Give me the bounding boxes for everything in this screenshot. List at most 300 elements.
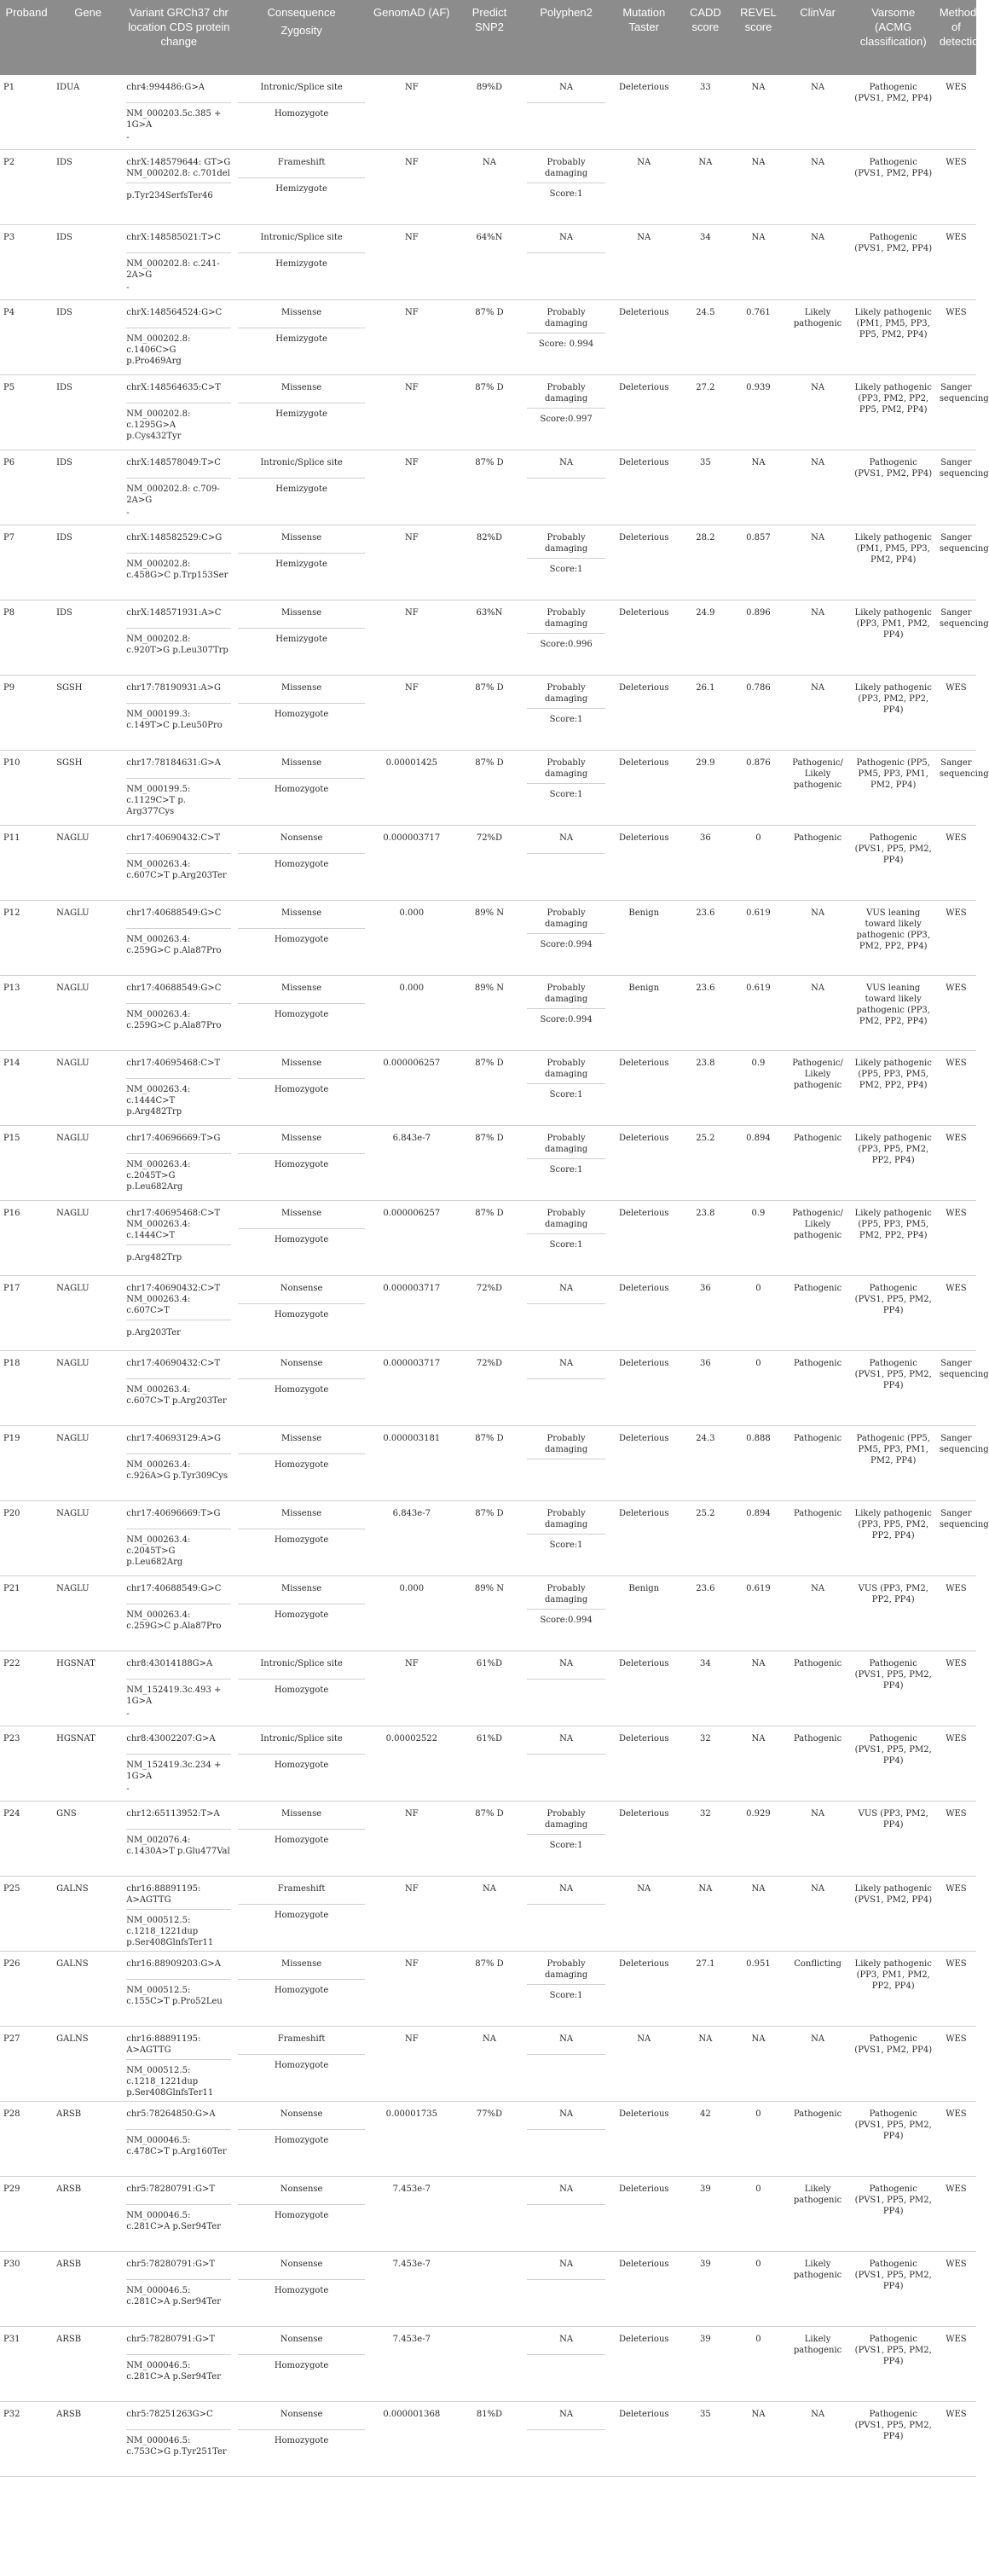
- cell-consequence: [234, 1877, 367, 1952]
- cell-predict-snp2: NA: [455, 2027, 523, 2102]
- polyphen-score: [527, 2055, 605, 2060]
- cell-proband: P6: [0, 450, 53, 525]
- zygosity-value: Hemizygote: [275, 560, 327, 569]
- cell-genomad: 0.000003717: [368, 1276, 455, 1351]
- cell-predict-snp2: 89% N: [455, 976, 523, 1051]
- table-row: [0, 450, 976, 525]
- cell-clinvar: Likely pathogenic: [785, 300, 851, 375]
- cell-variant: [123, 150, 234, 225]
- cell-clinvar: NA: [785, 1576, 851, 1651]
- cell-clinvar: NA: [785, 375, 851, 450]
- variant-protein: [126, 1482, 231, 1483]
- consequence-value: Missense: [238, 1952, 364, 1980]
- cell-genomad: 7.453e-7: [368, 2327, 455, 2402]
- cell-predict-snp2: 61%D: [455, 1651, 523, 1726]
- cell-mutation-taster: Deleterious: [609, 2327, 679, 2402]
- polyphen-class: NA: [527, 2252, 605, 2280]
- header-varsome: Varsome (ACMG classification): [851, 0, 936, 75]
- polyphen-class: Probably damaging: [527, 150, 605, 183]
- cell-polyphen2: [523, 1276, 609, 1351]
- cell-mutation-taster: Deleterious: [609, 1801, 679, 1877]
- table-row: [0, 901, 976, 976]
- cell-varsome: Pathogenic (PVS1, PM2, PP4): [851, 2027, 936, 2102]
- cell-consequence: [234, 2027, 367, 2102]
- cell-proband: P18: [0, 1351, 53, 1426]
- consequence-value: Missense: [238, 1576, 364, 1604]
- cell-mutation-taster: Deleterious: [609, 1276, 679, 1351]
- cell-clinvar: NA: [785, 225, 851, 300]
- cell-gene: NAGLU: [53, 976, 123, 1051]
- variant-cds: NM_152419.3c.493 + 1G>A: [126, 1685, 222, 1706]
- variant-protein: -: [126, 508, 130, 518]
- cell-genomad: NF: [368, 525, 455, 600]
- polyphen-score: [527, 2430, 605, 2435]
- cell-genomad: NF: [368, 450, 455, 525]
- variant-genomic: chr17:40693129:A>G: [126, 1426, 231, 1454]
- cell-clinvar: Pathogenic: [785, 826, 851, 901]
- zygosity-value: Homozygote: [274, 1911, 329, 1920]
- cell-revel: NA: [732, 2402, 784, 2477]
- cell-gene: NAGLU: [53, 1576, 123, 1651]
- zygosity-value: Homozygote: [274, 1385, 329, 1395]
- cell-genomad: 0.00001425: [368, 751, 455, 826]
- cell-clinvar: Pathogenic: [785, 1651, 851, 1726]
- cell-predict-snp2: 77%D: [455, 2102, 523, 2177]
- header-proband: Proband: [0, 0, 53, 75]
- cell-revel: 0.876: [732, 751, 784, 826]
- polyphen-score: [527, 1680, 605, 1685]
- cell-varsome: Likely pathogenic (PP5, PP3, PM5, PM2, PP2, PP4): [851, 1201, 936, 1276]
- cell-method: Sanger sequencing: [936, 525, 976, 600]
- cell-gene: IDS: [53, 225, 123, 300]
- cell-clinvar: NA: [785, 525, 851, 600]
- variant-protein: [126, 1192, 231, 1194]
- cell-genomad: 0.000001368: [368, 2402, 455, 2477]
- cell-consequence: [234, 1726, 367, 1801]
- cell-predict-snp2: 61%D: [455, 1726, 523, 1801]
- cell-consequence: [234, 300, 367, 375]
- consequence-value: Nonsense: [238, 826, 364, 854]
- cell-mutation-taster: Deleterious: [609, 600, 679, 676]
- cell-polyphen2: [523, 1576, 609, 1651]
- zygosity-value: Hemizygote: [275, 635, 327, 644]
- cell-method: WES: [936, 1126, 976, 1201]
- cell-variant: [123, 2327, 234, 2402]
- cell-gene: ARSB: [53, 2252, 123, 2327]
- variant-cds: NM_000202.8: c.241-2A>G: [126, 259, 220, 280]
- cell-predict-snp2: 87% D: [455, 1201, 523, 1276]
- variant-cds: NM_000512.5: c.155C>T p.Pro52Leu: [126, 1986, 223, 2006]
- cell-cadd: 23.8: [679, 1201, 732, 1276]
- cell-genomad: NF: [368, 2027, 455, 2102]
- cell-proband: P11: [0, 826, 53, 901]
- cell-revel: 0.619: [732, 901, 784, 976]
- cell-proband: P15: [0, 1126, 53, 1201]
- polyphen-score: [527, 2205, 605, 2210]
- cell-method: WES: [936, 2102, 976, 2177]
- cell-polyphen2: [523, 225, 609, 300]
- polyphen-class: NA: [527, 2402, 605, 2430]
- cell-gene: IDS: [53, 525, 123, 600]
- variant-cds: NM_000202.8: c.458G>C p.Trp153Ser: [126, 560, 228, 580]
- variant-cds: NM_002076.4: c.1430A>T p.Glu477Val: [126, 1836, 230, 1856]
- cell-genomad: 6.843e-7: [368, 1501, 455, 1576]
- cell-polyphen2: [523, 1877, 609, 1952]
- cell-variant: [123, 1726, 234, 1801]
- cell-variant: [123, 1051, 234, 1126]
- variant-genomic: chr5:78280791:G>T: [126, 2327, 231, 2355]
- cell-varsome: Likely pathogenic (PP3, PM2, PP2, PP5, PM2, PP4): [851, 375, 936, 450]
- cell-mutation-taster: Deleterious: [609, 1651, 679, 1726]
- variant-genomic: chrX:148564635:C>T: [126, 375, 231, 403]
- cell-varsome: Likely pathogenic (PP3, PP5, PM2, PP2, PP4): [851, 1126, 936, 1201]
- cell-cadd: 34: [679, 225, 732, 300]
- cell-cadd: 23.6: [679, 901, 732, 976]
- polyphen-score: Score:0.994: [540, 1015, 593, 1024]
- cell-method: WES: [936, 1276, 976, 1351]
- variant-protein: [126, 2307, 231, 2309]
- cell-proband: P25: [0, 1877, 53, 1952]
- cell-proband: P31: [0, 2327, 53, 2402]
- cell-method: WES: [936, 826, 976, 901]
- cell-variant: [123, 1126, 234, 1201]
- cell-gene: NAGLU: [53, 826, 123, 901]
- table-row: [0, 2402, 976, 2477]
- cell-cadd: 35: [679, 2402, 732, 2477]
- cell-method: Sanger sequencing: [936, 1351, 976, 1426]
- cell-gene: ARSB: [53, 2327, 123, 2402]
- cell-cadd: 39: [679, 2252, 732, 2327]
- cell-revel: NA: [732, 150, 784, 225]
- cell-mutation-taster: NA: [609, 2027, 679, 2102]
- cell-revel: 0.9: [732, 1051, 784, 1126]
- variant-cds: NM_000046.5: c.753C>G p.Tyr251Ter: [126, 2436, 227, 2457]
- cell-clinvar: Pathogenic/ Likely pathogenic: [785, 751, 851, 826]
- variant-genomic: chr17:40696669:T>G: [126, 1501, 231, 1529]
- polyphen-class: Probably damaging: [527, 1952, 605, 1985]
- consequence-value: Missense: [238, 1051, 364, 1079]
- cell-mutation-taster: Deleterious: [609, 1051, 679, 1126]
- cell-predict-snp2: [455, 2177, 523, 2252]
- cell-genomad: 0.000: [368, 976, 455, 1051]
- table-row: [0, 1201, 976, 1276]
- cell-predict-snp2: 87% D: [455, 1126, 523, 1201]
- cell-polyphen2: [523, 375, 609, 450]
- cell-gene: SGSH: [53, 751, 123, 826]
- cell-varsome: Pathogenic (PVS1, PP5, PM2, PP4): [851, 826, 936, 901]
- cell-consequence: [234, 2402, 367, 2477]
- cell-cadd: 26.1: [679, 676, 732, 751]
- table-row: [0, 1426, 976, 1501]
- zygosity-value: Hemizygote: [275, 259, 327, 269]
- cell-method: WES: [936, 1201, 976, 1276]
- cell-gene: NAGLU: [53, 1501, 123, 1576]
- polyphen-score: Score:1: [549, 1991, 583, 2000]
- variant-protein: [126, 1407, 231, 1408]
- cell-varsome: Likely pathogenic (PP3, PM2, PP2, PP4): [851, 676, 936, 751]
- cell-varsome: Likely pathogenic (PP3, PP5, PM2, PP2, PP4): [851, 1501, 936, 1576]
- cell-variant: [123, 1801, 234, 1877]
- variant-genomic: chr17:40690432:C>T NM_000263.4: c.607C>T: [126, 1276, 231, 1320]
- variant-genomic: chr5:78280791:G>T: [126, 2177, 231, 2205]
- zygosity-value: Homozygote: [274, 785, 329, 794]
- zygosity-value: Homozygote: [274, 1836, 329, 1845]
- cell-cadd: 24.5: [679, 300, 732, 375]
- cell-gene: NAGLU: [53, 1126, 123, 1201]
- variant-protein: [126, 1632, 231, 1633]
- cell-polyphen2: [523, 2177, 609, 2252]
- variant-cds: NM_000263.4: c.259G>C p.Ala87Pro: [126, 935, 222, 955]
- polyphen-class: NA: [527, 826, 605, 854]
- table-row: [0, 676, 976, 751]
- consequence-value: Nonsense: [238, 2327, 364, 2355]
- table-row: [0, 1126, 976, 1201]
- cell-consequence: [234, 826, 367, 901]
- variant-protein: [126, 367, 231, 368]
- polyphen-score: Score:1: [549, 565, 583, 574]
- cell-mutation-taster: NA: [609, 150, 679, 225]
- cell-method: WES: [936, 2252, 976, 2327]
- header-genomad: GenomAD (AF): [368, 0, 455, 75]
- cell-revel: 0: [732, 1351, 784, 1426]
- cell-polyphen2: [523, 1801, 609, 1877]
- polyphen-score: Score:1: [549, 1090, 583, 1099]
- table-row: [0, 1501, 976, 1576]
- header-revel: REVEL score: [732, 0, 784, 75]
- polyphen-class: NA: [527, 1726, 605, 1755]
- header-gene: Gene: [53, 0, 123, 75]
- consequence-value: Nonsense: [238, 2402, 364, 2430]
- variant-cds: NM_000202.8: c.1406C>G p.Pro469Arg: [126, 334, 191, 366]
- cell-method: WES: [936, 300, 976, 375]
- cell-method: WES: [936, 1726, 976, 1801]
- variant-protein: [126, 731, 231, 733]
- cell-polyphen2: [523, 1051, 609, 1126]
- cell-genomad: NF: [368, 375, 455, 450]
- cell-revel: NA: [732, 1726, 784, 1801]
- cell-proband: P20: [0, 1501, 53, 1576]
- variant-cds: NM_000263.4: c.607C>T p.Arg203Ter: [126, 1385, 227, 1406]
- cell-polyphen2: [523, 676, 609, 751]
- consequence-value: Missense: [238, 901, 364, 929]
- cell-mutation-taster: Deleterious: [609, 1201, 679, 1276]
- cell-method: WES: [936, 2027, 976, 2102]
- polyphen-score: Score:1: [549, 1240, 583, 1250]
- cell-predict-snp2: 81%D: [455, 2402, 523, 2477]
- cell-consequence: [234, 450, 367, 525]
- cell-varsome: Pathogenic (PVS1, PP5, PM2, PP4): [851, 1651, 936, 1726]
- polyphen-class: Probably damaging: [527, 1501, 605, 1535]
- cell-genomad: NF: [368, 150, 455, 225]
- cell-consequence: [234, 1576, 367, 1651]
- cell-consequence: [234, 1651, 367, 1726]
- variant-protein: [126, 2157, 231, 2159]
- table-row: [0, 375, 976, 450]
- cell-gene: NAGLU: [53, 1201, 123, 1276]
- zygosity-value: Homozygote: [274, 2061, 329, 2070]
- cell-proband: P27: [0, 2027, 53, 2102]
- cell-variant: [123, 2252, 234, 2327]
- header-cadd: CADD score: [679, 0, 732, 75]
- variant-protein: [126, 442, 231, 444]
- cell-revel: 0: [732, 826, 784, 901]
- cell-revel: 0.951: [732, 1952, 784, 2027]
- cell-variant: [123, 2177, 234, 2252]
- cell-consequence: [234, 600, 367, 676]
- cell-polyphen2: [523, 1501, 609, 1576]
- cell-varsome: Pathogenic (PVS1, PM2, PP4): [851, 225, 936, 300]
- table-row: [0, 600, 976, 676]
- variant-genomic: chr17:40688549:G>C: [126, 1576, 231, 1604]
- cell-variant: [123, 1351, 234, 1426]
- cell-predict-snp2: 89% N: [455, 901, 523, 976]
- variant-cds: NM_000263.4: c.259G>C p.Ala87Pro: [126, 1610, 222, 1631]
- cell-cadd: 24.9: [679, 600, 732, 676]
- cell-clinvar: Pathogenic: [785, 1126, 851, 1201]
- cell-predict-snp2: 64%N: [455, 225, 523, 300]
- cell-variant: [123, 751, 234, 826]
- cell-clinvar: NA: [785, 2402, 851, 2477]
- table-row: [0, 150, 976, 225]
- cell-revel: NA: [732, 2027, 784, 2102]
- cell-cadd: NA: [679, 1877, 732, 1952]
- polyphen-class: NA: [527, 1351, 605, 1379]
- cell-method: WES: [936, 976, 976, 1051]
- polyphen-score: [527, 1304, 605, 1309]
- cell-cadd: 39: [679, 2177, 732, 2252]
- cell-variant: [123, 1651, 234, 1726]
- cell-mutation-taster: Deleterious: [609, 826, 679, 901]
- cell-gene: IDS: [53, 600, 123, 676]
- cell-revel: NA: [732, 450, 784, 525]
- consequence-value: Missense: [238, 1801, 364, 1830]
- consequence-value: Missense: [238, 600, 364, 629]
- cell-varsome: Likely pathogenic (PP5, PP3, PM5, PM2, PP2, PP4): [851, 1051, 936, 1126]
- cell-method: WES: [936, 75, 976, 150]
- cell-gene: NAGLU: [53, 1351, 123, 1426]
- cell-variant: [123, 225, 234, 300]
- cell-polyphen2: [523, 2252, 609, 2327]
- cell-clinvar: NA: [785, 150, 851, 225]
- cell-consequence: [234, 751, 367, 826]
- cell-gene: IDS: [53, 300, 123, 375]
- cell-proband: P24: [0, 1801, 53, 1877]
- cell-proband: P12: [0, 901, 53, 976]
- variant-protein: [126, 581, 231, 583]
- cell-proband: P14: [0, 1051, 53, 1126]
- table-row: [0, 1726, 976, 1801]
- cell-variant: [123, 2027, 234, 2102]
- table-row: [0, 826, 976, 901]
- polyphen-class: NA: [527, 2027, 605, 2055]
- zygosity-value: Hemizygote: [275, 184, 327, 194]
- cell-polyphen2: [523, 1651, 609, 1726]
- header-consequence-label: Consequence: [267, 6, 336, 19]
- table-row: [0, 1051, 976, 1126]
- polyphen-score: [527, 1755, 605, 1760]
- cell-gene: GNS: [53, 1801, 123, 1877]
- cell-proband: P17: [0, 1276, 53, 1351]
- cell-clinvar: Conflicting: [785, 1952, 851, 2027]
- cell-revel: 0.619: [732, 1576, 784, 1651]
- polyphen-class: Probably damaging: [527, 751, 605, 784]
- cell-cadd: NA: [679, 2027, 732, 2102]
- zygosity-value: Homozygote: [274, 1310, 329, 1320]
- header-method: Method of detection: [936, 0, 976, 75]
- cell-variant: [123, 375, 234, 450]
- variant-genomic: chrX:148579644: GT>G NM_000202.8: c.701del: [126, 150, 231, 183]
- cell-method: WES: [936, 150, 976, 225]
- cell-gene: NAGLU: [53, 1051, 123, 1126]
- variant-genomic: chrX:148571931:A>C: [126, 600, 231, 629]
- cell-mutation-taster: Deleterious: [609, 1351, 679, 1426]
- cell-mutation-taster: Deleterious: [609, 375, 679, 450]
- cell-genomad: 6.843e-7: [368, 1126, 455, 1201]
- cell-consequence: [234, 1801, 367, 1877]
- table-row: [0, 1351, 976, 1426]
- cell-cadd: 27.1: [679, 1952, 732, 2027]
- cell-method: Sanger sequencing: [936, 1501, 976, 1576]
- cell-variant: [123, 1276, 234, 1351]
- cell-proband: P3: [0, 225, 53, 300]
- cell-genomad: 7.453e-7: [368, 2177, 455, 2252]
- cell-varsome: VUS leaning toward likely pathogenic (PP3, PM2, PP2, PP4): [851, 901, 936, 976]
- cell-proband: P22: [0, 1651, 53, 1726]
- cell-cadd: 42: [679, 2102, 732, 2177]
- cell-consequence: [234, 150, 367, 225]
- cell-mutation-taster: Deleterious: [609, 450, 679, 525]
- consequence-value: Missense: [238, 976, 364, 1004]
- cell-variant: [123, 1576, 234, 1651]
- consequence-value: Nonsense: [238, 2102, 364, 2130]
- cell-method: Sanger sequencing: [936, 751, 976, 826]
- cell-genomad: NF: [368, 1801, 455, 1877]
- variant-genomic: chr12:65113952:T>A: [126, 1801, 231, 1830]
- consequence-value: Missense: [238, 1126, 364, 1154]
- consequence-value: Missense: [238, 525, 364, 554]
- cell-varsome: Pathogenic (PVS1, PP5, PM2, PP4): [851, 1351, 936, 1426]
- variant-cds: NM_000263.4: c.607C>T p.Arg203Ter: [126, 860, 227, 880]
- cell-genomad: NF: [368, 600, 455, 676]
- header-predict-snp2: Predict SNP2: [455, 0, 523, 75]
- cell-polyphen2: [523, 150, 609, 225]
- polyphen-score: [527, 2130, 605, 2135]
- zygosity-value: Hemizygote: [275, 334, 327, 344]
- cell-gene: ARSB: [53, 2102, 123, 2177]
- cell-mutation-taster: Benign: [609, 1576, 679, 1651]
- table-body: [0, 75, 989, 2477]
- zygosity-value: Homozygote: [274, 1535, 329, 1545]
- cell-proband: P28: [0, 2102, 53, 2177]
- cell-polyphen2: [523, 1726, 609, 1801]
- cell-proband: P32: [0, 2402, 53, 2477]
- variant-cds: NM_000199.5: c.1129C>T p. Arg377Cys: [126, 785, 191, 816]
- cell-variant: [123, 2402, 234, 2477]
- polyphen-score: Score:0.994: [540, 940, 593, 949]
- variant-cds: NM_000199.3: c.149T>C p.Leu50Pro: [126, 710, 223, 730]
- cell-mutation-taster: Benign: [609, 976, 679, 1051]
- cell-variant: [123, 450, 234, 525]
- variant-cds: NM_152419.3c.234 + 1G>A: [126, 1761, 222, 1781]
- cell-method: Sanger sequencing: [936, 1426, 976, 1501]
- table-row: [0, 1877, 976, 1952]
- cell-mutation-taster: Deleterious: [609, 2252, 679, 2327]
- variant-genomic: chr4:994486:G>A: [126, 75, 231, 103]
- cell-clinvar: Pathogenic/ Likely pathogenic: [785, 1051, 851, 1126]
- cell-method: WES: [936, 1051, 976, 1126]
- zygosity-value: Homozygote: [274, 1685, 329, 1695]
- cell-genomad: NF: [368, 75, 455, 150]
